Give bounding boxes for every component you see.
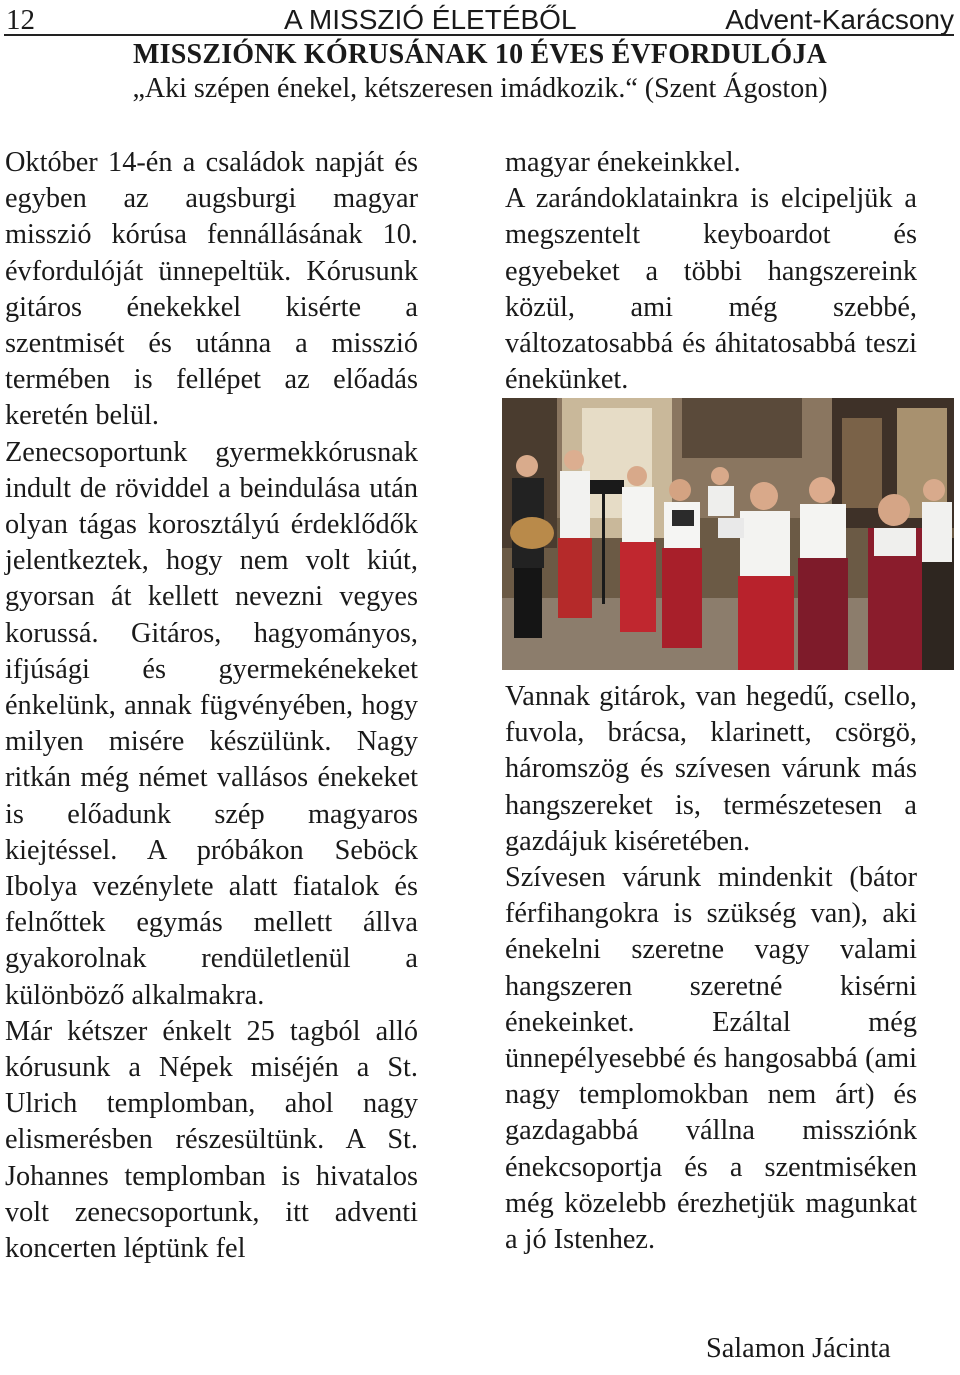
paragraph: Zenecsoportunk gyermekkórusnak indult de röviddel a beindulása után olyan tágas korosztályú érdeklődők jelentkeztek, hogy nem volt kiút, gyorsan át kellett nevezni vegyes korussá. Gitáros, hagyományos, ifjúsági és gyermekénekeket énkelünk, annak fügvényében, hogy milyen misére készülünk. Nagy ritkán még német vallásos énekeket is előadunk szép magyaros kiejtéssel. A próbákon Seböck Ibolya vezénylete alatt fiatalok és felnőttek egymás mellett állva gyakorolnak rendületlenül a különböző alkalmakra. bbox=[5, 436, 418, 1011]
right-column-top bbox=[505, 145, 917, 398]
issue-label: Advent-Karácsony bbox=[725, 4, 954, 35]
paragraph: Szívesen várunk mindenkit (bátor férfihangokra is szükség van), aki énekelni szeretne vagy valami hangszeren szeretné kisérni énekeinket. Ezáltal még ünnepélyesebbé és hangosabbá (ami nagy templomokban nem árt) és gazdagabbá vállna missziónk énekcsoportja és a szentmiséken még közelebb érezhetjük magunkat a jó Istenhez. bbox=[505, 862, 917, 1256]
paragraph: magyar énekeinkkel. bbox=[505, 147, 741, 178]
right-column-bottom bbox=[505, 679, 917, 1258]
left-column bbox=[5, 145, 418, 1267]
article-title: MISSZIÓNK KÓRUSÁNAK 10 ÉVES ÉVFORDULÓJA bbox=[133, 39, 827, 70]
author-signature: Salamon Jácinta bbox=[706, 1333, 891, 1364]
choir-photo bbox=[502, 398, 954, 670]
paragraph: Már kétszer énkelt 25 tagból alló kórusunk a Népek miséjén a St. Ulrich templomban, ahol nagy elismerésben részesültünk. A St. Johannes templomban is hivatalos volt zenecsoportunk, itt adventi koncerten léptünk fel bbox=[5, 1015, 418, 1265]
paragraph: Vannak gitárok, van hegedű, csello, fuvola, brácsa, klarinett, csörgö, háromszög és szívesen várunk más hangszereket is, természetesen a gazdájuk kiséretében. bbox=[505, 681, 917, 857]
page-number: 12 bbox=[6, 4, 35, 36]
page-header bbox=[4, 4, 954, 36]
article-quote: „Aki szépen énekel, kétszeresen imádkozik.“ (Szent Ágoston) bbox=[132, 73, 828, 104]
paragraph: A zarándoklatainkra is elcipeljük a megszentelt keyboardot és egyebeket a többi hangszereink közül, ami még szebbé, változatosabbá és áhitatosabbá teszi énekünket. bbox=[505, 183, 917, 396]
publication-section: A MISSZIÓ ÉLETÉBŐL bbox=[284, 4, 577, 35]
paragraph: Október 14-én a családok napját és egyben az augsburgi magyar misszió kórúsa fennállásának 10. évfordulóját ünnepeltük. Kórusunk gitáros énekekkel kisérte a szentmisét és utánna a misszió termében is fellépet az előadás keretén belül. bbox=[5, 147, 418, 432]
